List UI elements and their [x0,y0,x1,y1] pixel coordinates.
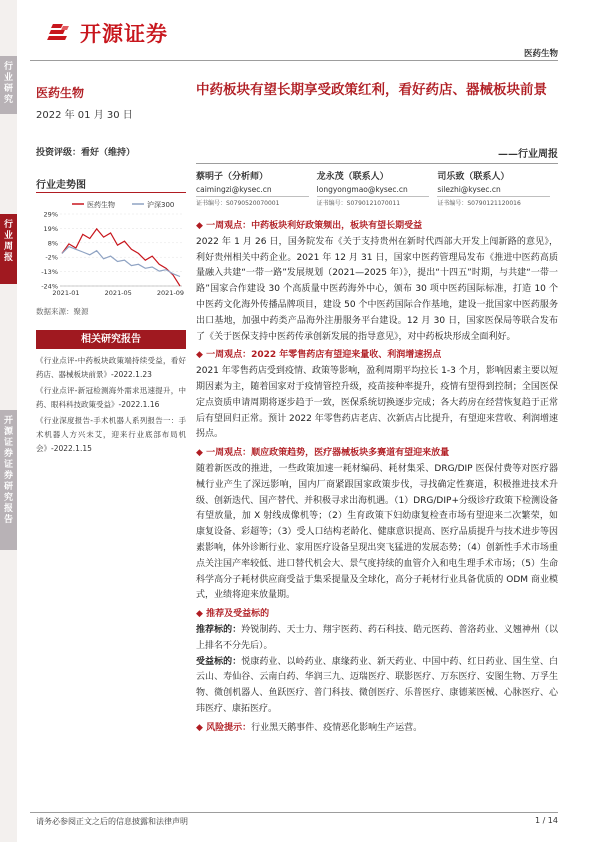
chart-source: 数据来源：聚源 [36,307,89,316]
side-rail [0,0,17,842]
series-line [62,247,180,277]
section-heading-tcm: ◆ 一周观点：中药板块利好政策频出，板块有望长期受益 [196,221,423,231]
beneficiary-stocks: 受益标的：悦康药业、以岭药业、康缘药业、新天药业、中国中药、红日药业、国生堂、白云山、寿仙谷、云南白药、华润三九、迈瑞医疗、联影医疗、万东医疗、安图生物、万孚生物、微创机器人、鱼跃医疗、普门科技、微创医疗、乐普医疗、康德莱医械、心脉医疗、心玮医疗、康拓医疗。 [196,656,558,714]
rail-label-research: 行业研究 [0,56,17,114]
analyst-name: 司乐致（联系人） [437,172,510,182]
related-report-item[interactable]: 《行业点评-中药板块政策端持续受益，看好药店、器械板块前景》-2022.1.23 [36,356,186,379]
analyst-email[interactable]: longyongmao@kysec.cn [316,185,408,194]
report-date: 2022 年 01 月 30 日 [36,110,133,121]
related-reports-list [36,354,186,458]
report-body [196,219,558,737]
x-tick-label: 2021-01 [52,289,80,297]
x-tick-label: 2021-09 [156,289,185,297]
brand-logo [48,20,168,46]
analyst-cert: 证书编号：S0790520070001 [196,196,309,209]
y-tick-label: 8% [47,239,58,248]
legend-label: 医药生物 [87,201,115,209]
sector-name: 医药生物 [36,86,85,100]
brand-name: 开源证券 [80,22,168,46]
analyst-email[interactable]: silezhi@kysec.cn [437,185,501,194]
related-report-item[interactable]: 《行业深度报告-手术机器人系列报告一：手术机器人方兴未艾，迎来行业底部布局机会》-2022.1.15 [36,416,186,453]
industry-trend-chart [36,196,186,304]
trend-divider [36,192,186,193]
related-reports-heading: 相关研究报告 [36,330,186,349]
related-report-item[interactable]: 《行业点评-新冠检测海外需求迅速提升，中药、眼科科技政策受益》-2022.1.16 [36,386,186,409]
analyst-card [317,170,438,209]
rail-label-weekly: 行业周报 [0,214,17,284]
analyst-name: 龙永茂（联系人） [316,172,389,182]
brand-mark-icon [48,22,74,44]
bullet-icon: ◆ [196,609,207,620]
y-tick-label: 29% [43,210,58,219]
header-sector-tag: 医药生物 [523,49,558,59]
bullet-icon: ◆ [196,722,207,733]
section-heading-picks: ◆ 推荐及受益标的 [196,609,270,620]
section-text-pharmacy: 2021 年零售药店受到疫情、政策等影响，盈利周期平均拉长 1-3 个月，影响因素主要以短期因素为主，随着国家对于疫情管控升级，疫苗接种率提升，疫情有望得到控制；全国医保定点资质申请周期将逐步趋于一致，医保系统切换逐步完成；各大药房在经营恢复趋于正常后有望回归正常。预计 2022 年零售药店老店、次新店占比提升，有望迎来营收、利润增速拐点。 [196,366,558,440]
trend-title: 行业走势图 [36,180,86,191]
analyst-card [196,170,317,209]
section-text-tcm: 2022 年 1 月 26 日，国务院发布《关于支持贵州在新时代西部大开发上闯新路的意见》，利好贵州相关中药企业。2021 年 12 月 31 日，国家中医药管理局发布《推进中医药高质量融入共建“一带一路”发展规划（2021—2025 年）》，提出“十四五”时期，与共建“一带一路”国家合作建设 30 个高质量中医药海外中心，颁布 30 项中医药国际标准，打造 10 个中医药文化海外传播品牌项目，建设 50 个中医药国际合作基地，建设一批国家中医药服务出口基地，加强中药类产品海外注册服务平台建设。12 月 30 日，国家医保局等联合发布了《关于医保支持中医药传承创新发展的指导意见》，对中药板块形成全面利好。 [196,236,558,342]
series-line [62,229,180,286]
bullet-icon: ◆ [196,448,207,459]
bullet-icon: ◆ [196,221,207,231]
y-tick-label: -13% [41,268,58,277]
analyst-list [196,170,558,209]
header-divider [30,60,558,61]
footer-disclaimer[interactable]: 请务必参阅正文之后的信息披露和法律声明 [36,817,188,826]
footer-divider [30,812,558,813]
analyst-cert: 证书编号：S0790121070011 [317,196,430,209]
report-type: ——行业周报 [498,149,558,160]
section-text-devices: 随着新医改的推进，一些政策加速一耗材编码、耗材集采、DRG/DIP 医保付费等对医疗器械行业产生了深远影响，国内厂商紧跟国家政策步伐，寻找确定性赛道，积极推进技术升级、创新迭代、国产替代、并积极寻求出海机遇。（1）DRG/DIP+分级诊疗政策下检测设备有望放量，加 X 射线成像机等；（2）生育政策下妇幼康复检查市场有望迎来二次繁荣，如康复设备、彩超等；（3）受人口结构老龄化、健康意识提高、医疗品质提升与技术进步等因素影响，体外诊断行业、家用医疗设备呈现出突飞猛进的发展态势；（4）创新性手术市场重点关注国产率较低、进口替代机会大、景气度持续的血管介入和电生理手术市场；（5）生命科学高分子耗材供应商受益于集采提量及全球化，高分子耗材行业具备优质的 ODM 商业模式，业绩将迎来放量期。 [196,463,558,601]
risk-warning: ◆ 风险提示：行业黑天鹅事件、疫情恶化影响生产运营。 [196,722,423,733]
x-tick-label: 2021-05 [104,289,132,297]
analyst-email[interactable]: caimingzi@kysec.cn [196,185,272,194]
recommended-stocks: 推荐标的：羚锐制药、天士力、翔宇医药、药石科技、皓元医药、普洛药业、义翘神州（以上排名不分先后）。 [196,624,558,651]
analyst-card [437,170,558,209]
rating-label: 投资评级： [36,148,82,158]
y-tick-label: 19% [43,224,58,233]
analyst-cert: 证书编号：S0790121120016 [437,196,550,209]
title-divider [196,163,558,164]
section-heading-pharmacy: ◆ 一周观点：2022 年零售药店有望迎来量收、利润增速拐点 [196,350,442,361]
y-tick-label: -24% [41,282,58,291]
trend-chart-svg [36,196,186,304]
rating-value: 看好（维持） [81,148,136,158]
legend-label: 沪深300 [147,201,175,209]
y-tick-label: -2% [45,253,58,262]
report-title: 中药板块有望长期享受政策红利，看好药店、器械板块前景 [196,82,547,98]
bullet-icon: ◆ [196,350,207,361]
analyst-name: 蔡明子（分析师） [196,172,269,182]
section-heading-devices: ◆ 一周观点：顺应政策趋势，医疗器械板块多赛道有望迎来放量 [196,448,450,459]
rail-label-broker: 开源证券 证券研究报告 [0,410,17,550]
investment-rating [36,145,186,158]
page-number: 1 / 14 [534,816,558,825]
